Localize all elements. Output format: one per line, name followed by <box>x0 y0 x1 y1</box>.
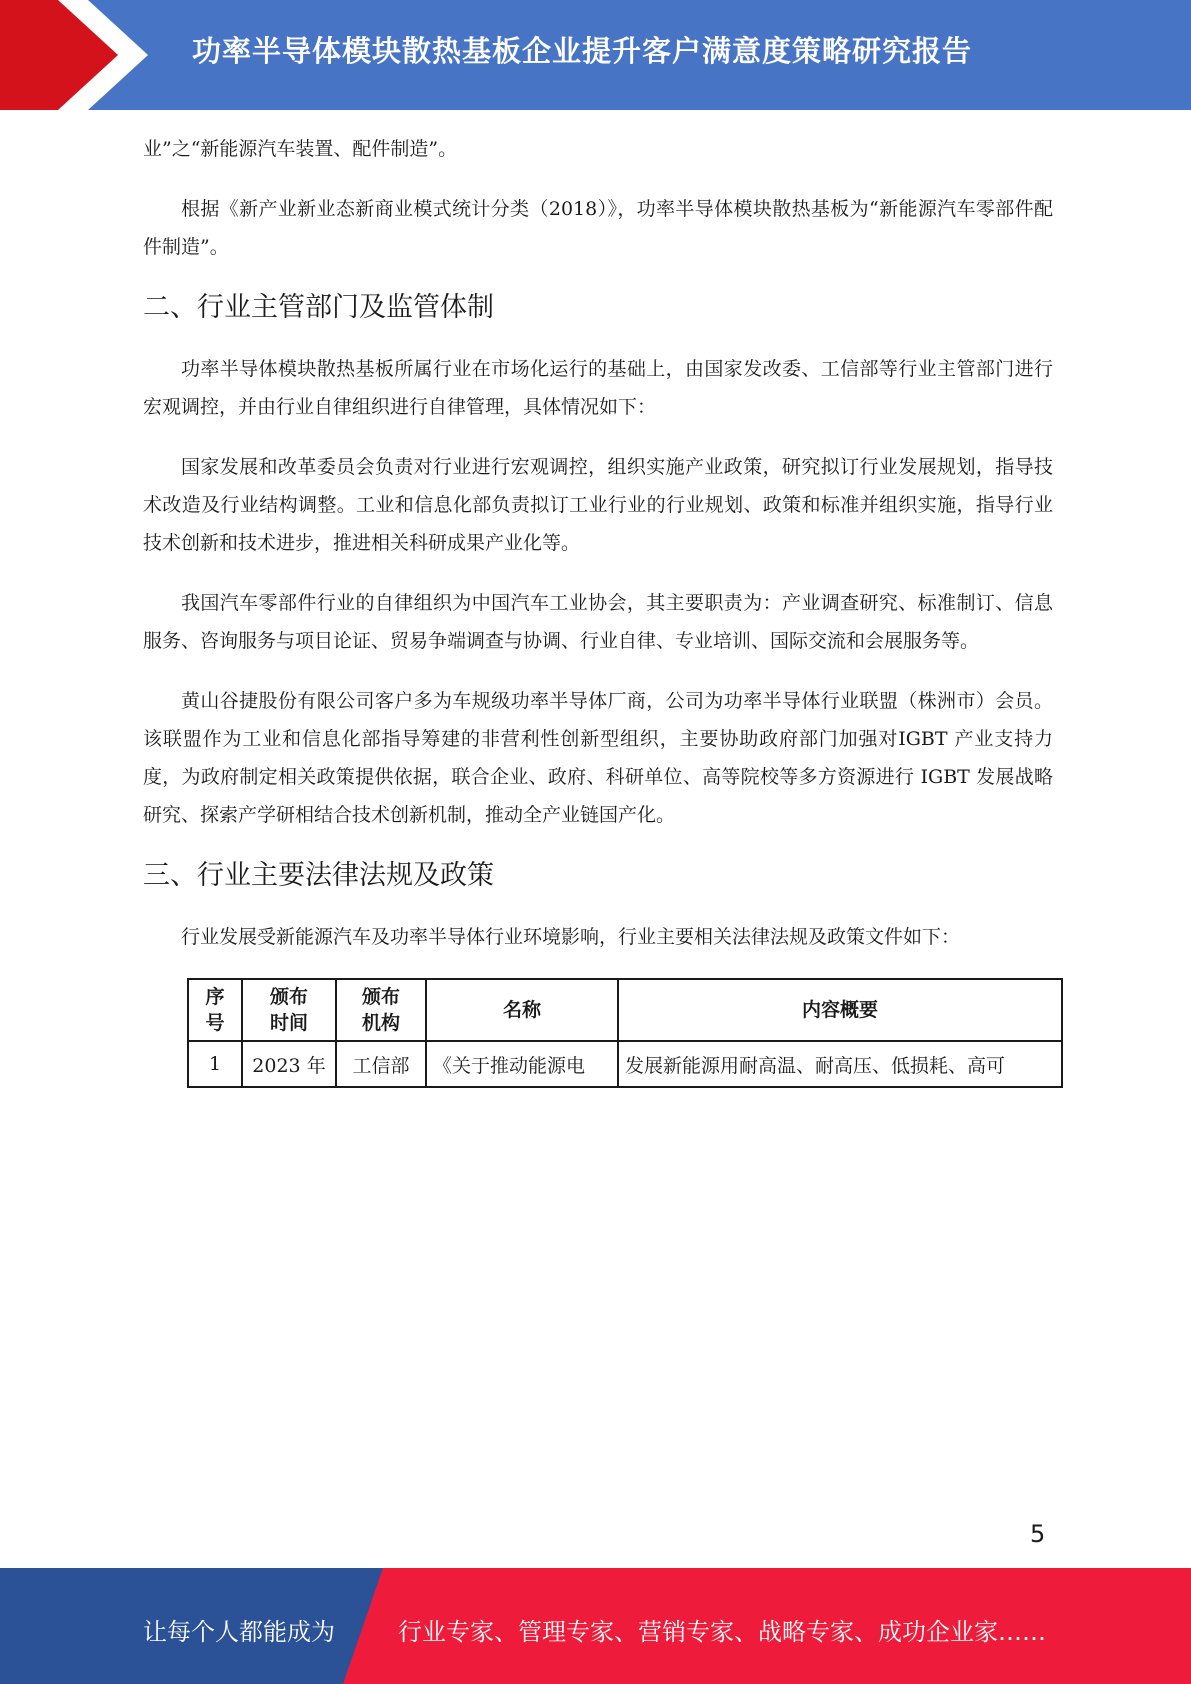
paragraph: 行业发展受新能源汽车及功率半导体行业环境影响，行业主要相关法律法规及政策文件如下： <box>181 926 961 948</box>
column-header-time: 颁布 时间 <box>242 979 336 1041</box>
paragraph: 根据《新产业新业态新商业模式统计分类（2018）》，功率半导体模块散热基板为“新能源汽车零部件配件制造”。 <box>143 198 1053 258</box>
cell-org: 工信部 <box>336 1041 426 1087</box>
document-body <box>143 130 1053 1088</box>
column-header-seq: 序 号 <box>188 979 242 1041</box>
table-row <box>188 1041 1062 1087</box>
policy-table <box>187 978 1063 1088</box>
column-header-org: 颁布 机构 <box>336 979 426 1041</box>
paragraph: 黄山谷捷股份有限公司客户多为车规级功率半导体厂商，公司为功率半导体行业联盟（株洲市）会员。该联盟作为工业和信息化部指导筹建的非营利性创新型组织，主要协助政府部门加强对IGBT 产业支持力度，为政府制定相关政策提供依据，联合企业、政府、科研单位、高等院校等多方资源进行 IGBT 发展战略研究、探索产学研相结合技术创新机制，推动全产业链国产化。 <box>143 690 1053 826</box>
header-title: 功率半导体模块散热基板企业提升客户满意度策略研究报告 <box>192 34 973 68</box>
paragraph: 国家发展和改革委员会负责对行业进行宏观调控，组织实施产业政策，研究拟订行业发展规划，指导技术改造及行业结构调整。工业和信息化部负责拟订工业行业的行业规划、政策和标准并组织实施，指导行业技术创新和技术进步，推进相关科研成果产业化等。 <box>143 456 1053 554</box>
section-heading: 三、行业主要法律法规及政策 <box>143 860 494 891</box>
column-header-name: 名称 <box>426 979 618 1041</box>
paragraph: 功率半导体模块散热基板所属行业在市场化运行的基础上，由国家发改委、工信部等行业主管部门进行宏观调控，并由行业自律组织进行自律管理，具体情况如下： <box>143 358 1053 418</box>
cell-summary: 发展新能源用耐高温、耐高压、低损耗、高可 <box>618 1041 1062 1087</box>
table-header-row <box>188 979 1062 1041</box>
cell-time: 2023 年 <box>242 1041 336 1087</box>
policy-table-wrapper <box>187 978 1053 1088</box>
page-number: 5 <box>1030 1520 1046 1548</box>
footer-slogan-left: 让每个人都能成为 <box>143 1618 335 1646</box>
column-header-summary: 内容概要 <box>618 979 1062 1041</box>
footer-slogan-right: 行业专家、管理专家、营销专家、战略专家、成功企业家…… <box>398 1618 1046 1646</box>
cell-seq: 1 <box>188 1041 242 1087</box>
paragraph: 业”之“新能源汽车装置、配件制造”。 <box>143 138 458 160</box>
page-header <box>0 0 1191 110</box>
section-heading: 二、行业主管部门及监管体制 <box>143 292 494 323</box>
cell-name: 《关于推动能源电 <box>426 1041 618 1087</box>
page-footer <box>0 1568 1191 1684</box>
paragraph: 我国汽车零部件行业的自律组织为中国汽车工业协会，其主要职责为：产业调查研究、标准制订、信息服务、咨询服务与项目论证、贸易争端调查与协调、行业自律、专业培训、国际交流和会展服务等。 <box>143 592 1053 652</box>
